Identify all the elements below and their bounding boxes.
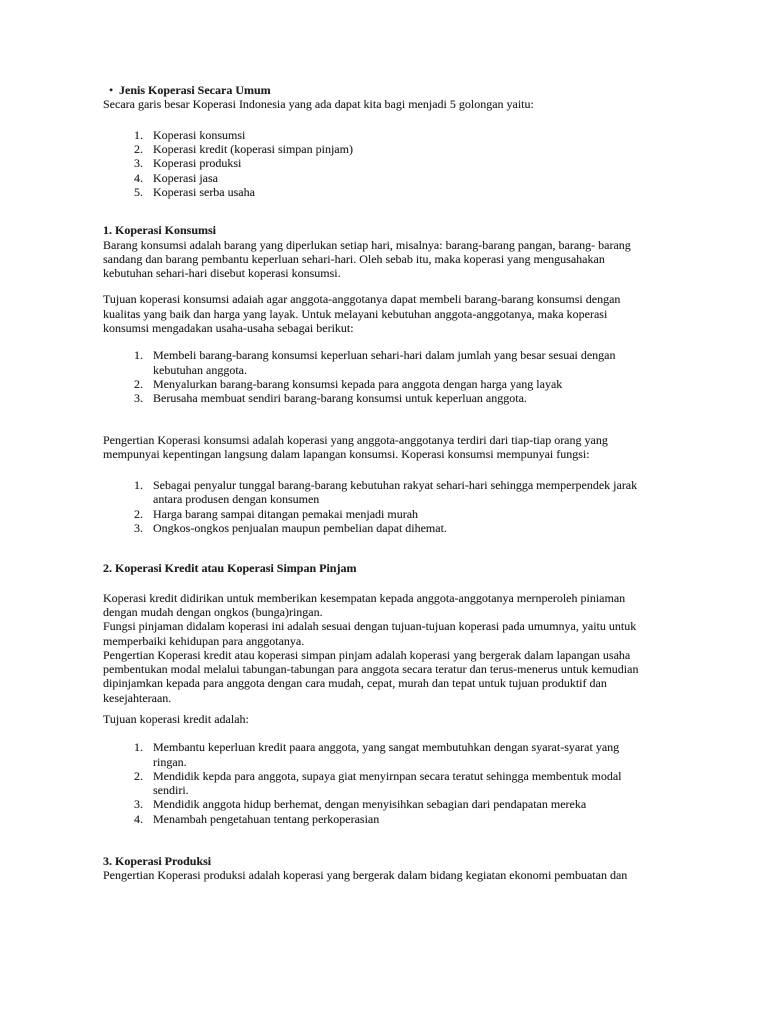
- text-line: memperbaiki kehidupan para anggotanya.: [103, 633, 305, 648]
- list-item-number: 3.: [134, 156, 143, 171]
- section3-paragraph-1: [103, 868, 713, 882]
- text-line: Pengertian Koperasi produksi adalah koperasi yang bergerak dalam bidang kegiatan ekonomi pembuatan dan: [103, 868, 628, 883]
- text-line: kualitas yang baik dan harga yang layak. Untuk melayani kebutuhan anggota-anggotanya, maka koperasi: [103, 306, 608, 321]
- text-line: sendiri.: [153, 783, 189, 798]
- text-line: Menambah pengetahuan tentang perkoperasian: [153, 811, 380, 826]
- list-item: [134, 128, 713, 142]
- text-line: pembentukan modal melalui tabungan-tabungan para anggota secara teratur dan terus-menerus untuk kemudian: [103, 662, 639, 677]
- koperasi-types-list: [134, 128, 713, 199]
- text-line: ringan.: [153, 754, 187, 769]
- text-line: Pengertian Koperasi kredit atau koperasi simpan pinjam adalah koperasi yang bergerak dalam lapangan usaha: [103, 647, 631, 662]
- usaha-konsumsi-list: [134, 348, 713, 405]
- section2-paragraph-1: [103, 591, 713, 705]
- text-line: Sebagai penyalur tunggal barang-barang kebutuhan rakyat sehari-hari sehingga memperpendek jarak: [153, 478, 638, 493]
- text-line: konsumsi mengadakan usaha-usaha sebagai berikut:: [103, 321, 354, 336]
- text-line: Ongkos-ongkos penjualan maupun pembelian dapat dihemat.: [153, 521, 447, 536]
- section2-heading: 2. Koperasi Kredit atau Koperasi Simpan Pinjam: [103, 561, 357, 576]
- text-line: Berusaha membuat sendiri barang-barang konsumsi untuk keperluan anggota.: [153, 391, 527, 406]
- text-line: kebutuhan sehari-hari disebut koperasi konsumsi.: [103, 266, 341, 281]
- section1-paragraph-3: [103, 433, 713, 462]
- list-item-number: 1.: [134, 478, 143, 493]
- section1-paragraph-2: [103, 292, 713, 335]
- list-item-number: 3.: [134, 521, 143, 536]
- section3-heading: 3. Koperasi Produksi: [103, 854, 212, 869]
- intro-lead-line: Secara garis besar Koperasi Indonesia yang ada dapat kita bagi menjadi 5 golongan yaitu:: [103, 96, 534, 111]
- text-line: Harga barang sampai ditangan pemakai menjadi murah: [153, 506, 419, 521]
- list-item: [134, 740, 713, 769]
- text-line: dengan mudah dengan ongkos (bunga)ringan.: [103, 604, 323, 619]
- list-item: [134, 507, 713, 521]
- text-line: mempunyai kepentingan langsung dalam lapangan konsumsi. Koperasi konsumsi mempunyai fungsi:: [103, 446, 590, 461]
- text-line: kebutuhan anggota.: [153, 362, 247, 377]
- list-item: [134, 478, 713, 507]
- text-line: Koperasi kredit (koperasi simpan pinjam): [153, 142, 353, 157]
- list-item: [134, 797, 713, 811]
- list-item: [134, 391, 713, 405]
- text-line: Membeli barang-barang konsumsi keperluan sehari-hari dalam jumlah yang besar sesuai dengan: [153, 348, 616, 363]
- text-line: dipinjamkan kepada para anggota dengan cara mudah, cepat, murah dan tepat untuk tujuan produktif dan: [103, 676, 607, 691]
- list-item-number: 1.: [134, 740, 143, 755]
- text-line: Fungsi pinjaman didalam koperasi ini adalah sesuai dengan tujuan-tujuan koperasi pada umumnya, yaitu untuk: [103, 619, 637, 634]
- text-line: Koperasi kredit didirikan untuk memberikan kesempatan kepada anggota-anggotanya mernperoleh piniaman: [103, 590, 626, 605]
- text-line: Koperasi konsumsi: [153, 127, 246, 142]
- list-item-number: 4.: [134, 811, 143, 826]
- list-item-number: 2.: [134, 768, 143, 783]
- text-line: Mendidik kepda para anggota, supaya giat menyirnpan secara teratut sehingga membentuk modal: [153, 768, 622, 783]
- text-line: Koperasi jasa: [153, 170, 218, 185]
- list-item: [134, 521, 713, 535]
- list-item: [134, 377, 713, 391]
- list-item-number: 3.: [134, 391, 143, 406]
- text-line: sandang dan barang pembantu keperluan sehari-hari. Oleh sebab itu, maka koperasi yang mengusahakan: [103, 251, 605, 266]
- text-line: Tujuan koperasi konsumsi adaiah agar anggota-anggotanya dapat membeli barang-barang konsumsi dengan: [103, 292, 621, 307]
- list-item-number: 4.: [134, 170, 143, 185]
- text-line: kesejahteraan.: [103, 690, 172, 705]
- list-item: [134, 812, 713, 826]
- tujuan-kredit-list: [134, 740, 713, 826]
- text-line: Pengertian Koperasi konsumsi adalah koperasi yang anggota-anggotanya terdiri dari tiap-tiap orang yang: [103, 432, 608, 447]
- section2-paragraph-2: Tujuan koperasi kredit adalah:: [103, 712, 249, 726]
- text-line: Membantu keperluan kredit paara anggota, yang sangat membutuhkan dengan syarat-syarat yang: [153, 740, 620, 755]
- list-item-number: 2.: [134, 376, 143, 391]
- list-item: [134, 769, 713, 798]
- list-item: [134, 171, 713, 185]
- text-line: Mendidik anggota hidup berhemat, dengan menyisihkan sebagian dari pendapatan mereka: [153, 797, 587, 812]
- list-item: [134, 185, 713, 199]
- bullet-icon: •: [109, 83, 114, 97]
- section1-paragraph-1: [103, 238, 713, 281]
- list-item-number: 1.: [134, 348, 143, 363]
- list-item-number: 5.: [134, 184, 143, 199]
- text-line: Barang konsumsi adalah barang yang diperlukan setiap hari, misalnya: barang-barang pangan, barang- barang: [103, 237, 631, 252]
- text-line: Koperasi serba usaha: [153, 184, 255, 199]
- text-line: Menyalurkan barang-barang konsumsi kepada para anggota dengan harga yang layak: [153, 376, 563, 391]
- fungsi-konsumsi-list: [134, 478, 713, 535]
- list-item-number: 1.: [134, 127, 143, 142]
- list-item: [134, 156, 713, 170]
- list-item: [134, 142, 713, 156]
- text-line: antara produsen dengan konsumen: [153, 492, 320, 507]
- intro-heading: Jenis Koperasi Secara Umum: [119, 83, 271, 97]
- section1-heading: 1. Koperasi Konsumsi: [103, 223, 217, 238]
- list-item-number: 2.: [134, 506, 143, 521]
- list-item: [134, 348, 713, 377]
- list-item-number: 3.: [134, 797, 143, 812]
- intro-heading-row: [103, 84, 713, 97]
- text-line: Koperasi produksi: [153, 156, 242, 171]
- list-item-number: 2.: [134, 142, 143, 157]
